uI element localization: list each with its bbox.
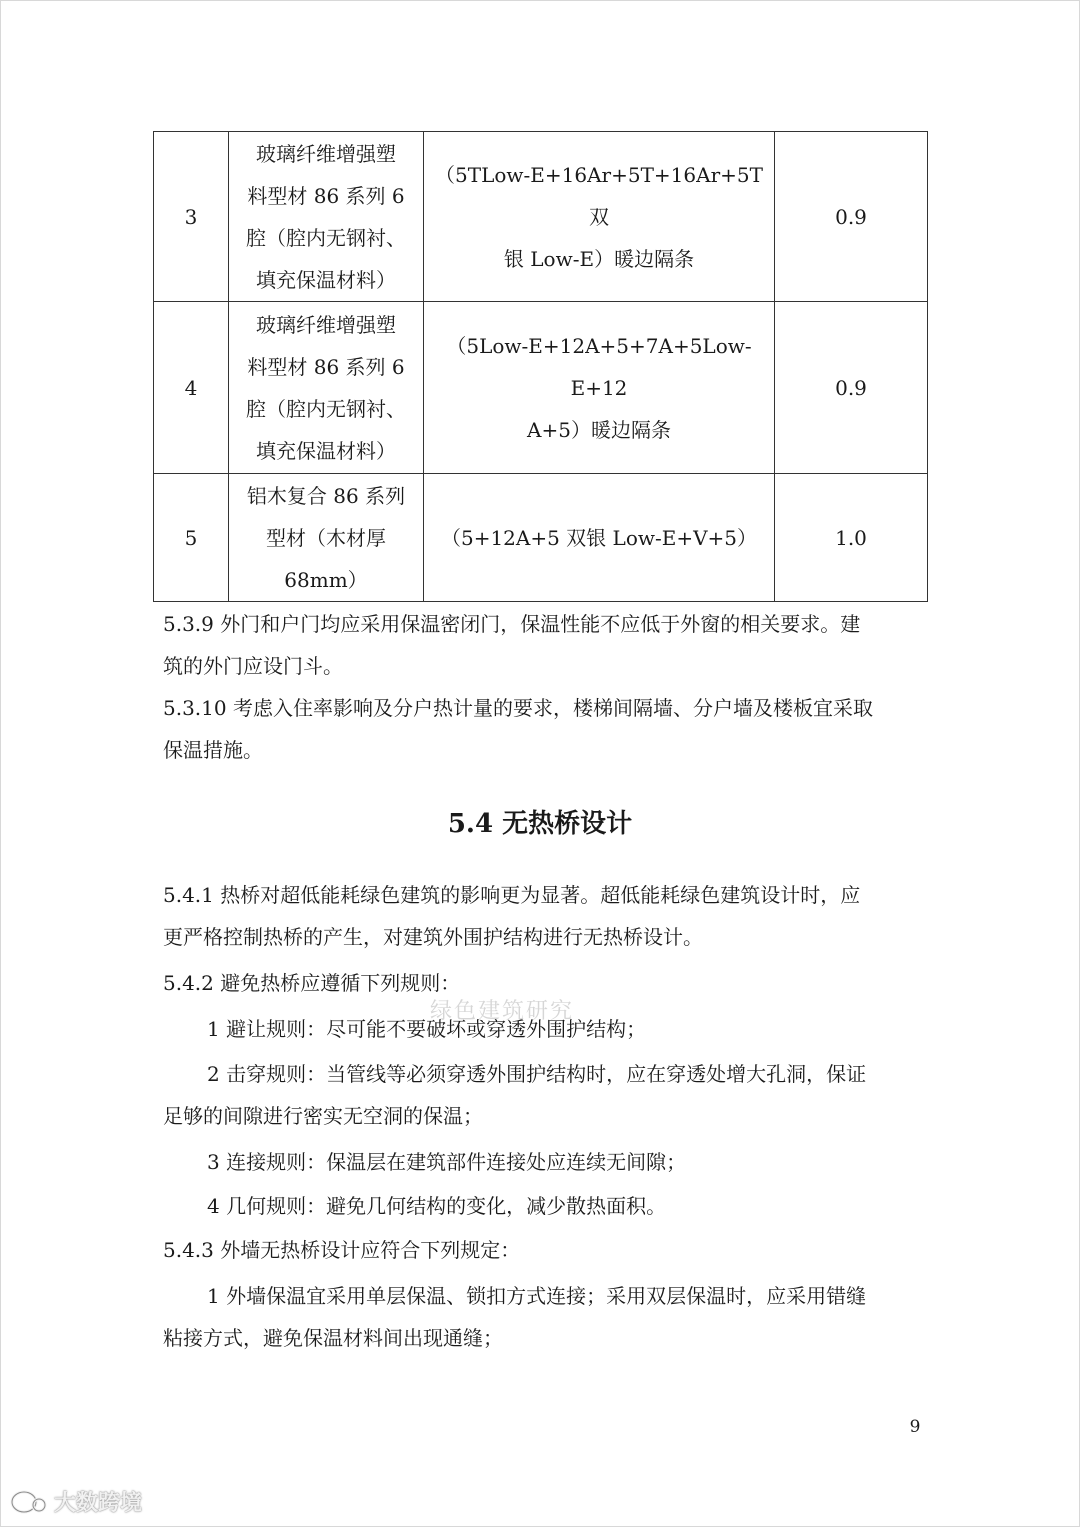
row-number: 4 — [154, 302, 229, 474]
section-heading: 5.4 无热桥设计 — [447, 809, 633, 839]
table-row — [154, 302, 928, 474]
watermark: 绿色建筑研究 — [430, 999, 575, 1024]
table-row — [154, 132, 928, 302]
glass-cell: （5Low-E+12A+5+7A+5Low-E+12 A+5）暖边隔条 — [424, 302, 775, 474]
value-cell: 1.0 — [775, 474, 928, 602]
value-cell: 0.9 — [775, 132, 928, 302]
window-spec-table — [153, 131, 928, 602]
rule-geometry: 4 几何规则：避免几何结构的变化，减少散热面积。 — [207, 1194, 667, 1218]
page-number: 9 — [909, 1417, 921, 1437]
profile-cell: 铝木复合 86 系列 型材（木材厚 68mm） — [229, 474, 424, 602]
brand-watermark — [10, 1486, 142, 1517]
clause-5-3-9: 5.3.9 外门和户门均应采用保温密闭门，保温性能不应低于外窗的相关要求。建 筑的外门应设门斗。 — [163, 612, 861, 678]
table-row — [154, 474, 928, 602]
profile-cell: 玻璃纤维增强塑 料型材 86 系列 6 腔（腔内无钢衬、 填充保温材料） — [229, 132, 424, 302]
rule-avoid: 1 避让规则：尽可能不要破坏或穿透外围护结构； — [207, 1017, 647, 1041]
profile-cell: 玻璃纤维增强塑 料型材 86 系列 6 腔（腔内无钢衬、 填充保温材料） — [229, 302, 424, 474]
brand-label: 大数跨境 — [54, 1491, 143, 1516]
row-number: 5 — [154, 474, 229, 602]
brand-logo-icon — [10, 1487, 48, 1517]
clause-5-4-3: 5.4.3 外墙无热桥设计应符合下列规定： — [163, 1238, 521, 1262]
glass-cell: （5TLow-E+16Ar+5T+16Ar+5T 双 银 Low-E）暖边隔条 — [424, 132, 775, 302]
value-cell: 0.9 — [775, 302, 928, 474]
row-number: 3 — [154, 132, 229, 302]
rule-connect: 3 连接规则：保温层在建筑部件连接处应连续无间隙； — [207, 1150, 687, 1174]
clause-5-4-2: 5.4.2 避免热桥应遵循下列规则： — [163, 971, 461, 995]
wall-rule-1: 1 外墙保温宜采用单层保温、锁扣方式连接；采用双层保温时，应采用错缝 粘接方式，避免保温材料间出现通缝； — [163, 1284, 867, 1350]
clause-5-4-1: 5.4.1 热桥对超低能耗绿色建筑的影响更为显著。超低能耗绿色建筑设计时，应 更严格控制热桥的产生，对建筑外围护结构进行无热桥设计。 — [163, 883, 861, 949]
clause-5-3-10: 5.3.10 考虑入住率影响及分户热计量的要求，楼梯间隔墙、分户墙及楼板宜采取 保温措施。 — [163, 696, 873, 762]
glass-cell: （5+12A+5 双银 Low-E+V+5） — [424, 474, 775, 602]
rule-pierce: 2 击穿规则：当管线等必须穿透外围护结构时，应在穿透处增大孔洞，保证 足够的间隙进行密实无空洞的保温； — [163, 1062, 867, 1128]
